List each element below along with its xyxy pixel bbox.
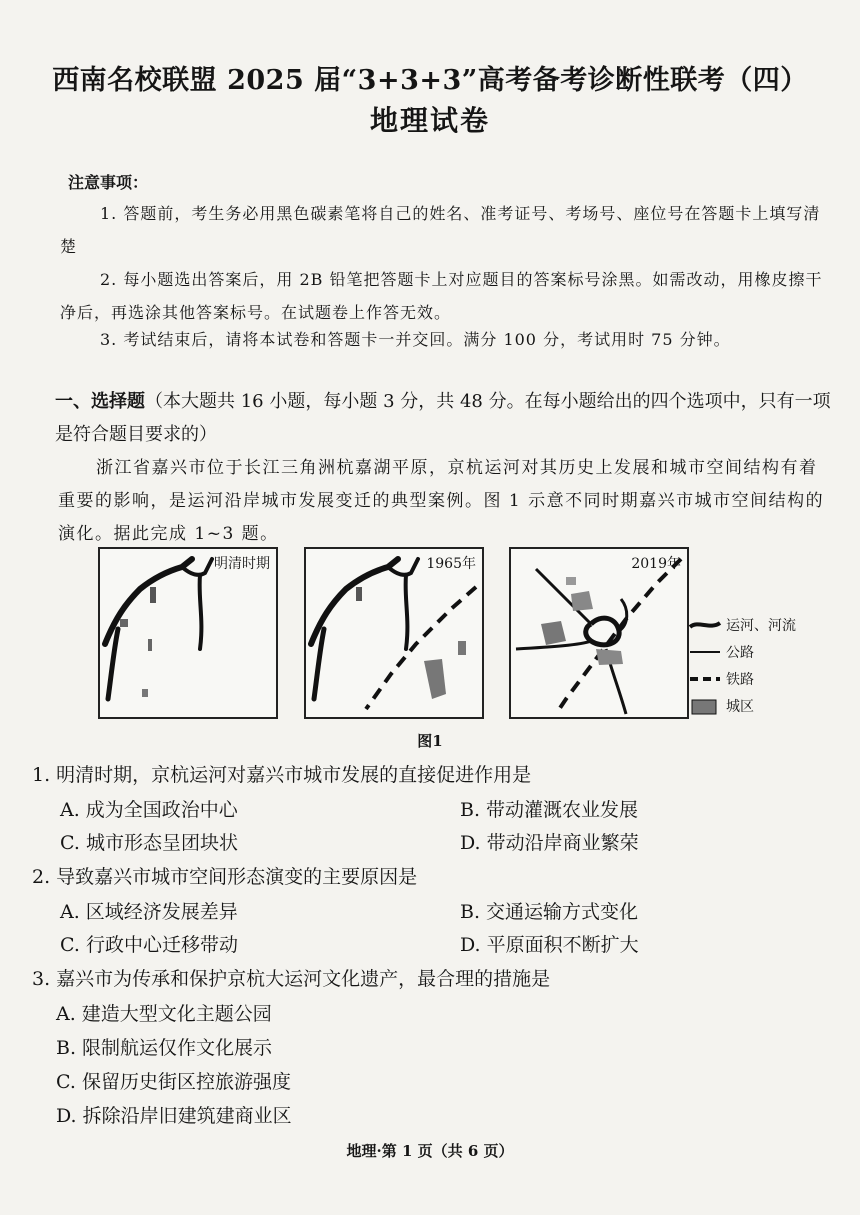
intro-paragraph: 浙江省嘉兴市位于长江三角洲杭嘉湖平原，京杭运河对其历史上发展和城市空间结构有着重要的影响，是运河沿岸城市发展变迁的典型案例。图 1 示意不同时期嘉兴市城市空间结构的演化。据此完成 1~3 题。 <box>58 458 825 544</box>
question-1-stem: 1. 明清时期，京杭运河对嘉兴市城市发展的直接促进作用是 <box>32 764 532 786</box>
legend-label-railway: 铁路 <box>726 672 754 688</box>
exam-subject-title: 地理试卷 <box>369 104 490 137</box>
question-2-option-a: A. 区域经济发展差异 <box>60 901 238 923</box>
legend-item-road <box>688 642 818 669</box>
question-3-option-c: C. 保留历史街区控旅游强度 <box>56 1071 291 1093</box>
section-header <box>55 385 835 451</box>
note-item-3: 3. 考试结束后，请将本试卷和答题卡一并交回。满分 100 分，考试用时 75 分钟。 <box>100 330 731 349</box>
note-item-1: 1. 答题前，考生务必用黑色碳素笔将自己的姓名、准考证号、考场号、座位号在答题卡上填写清楚 <box>60 204 821 256</box>
map-label-2019: 2019年 <box>631 556 681 572</box>
question-1-option-d: D. 带动沿岸商业繁荣 <box>460 832 639 854</box>
question-2-option-d: D. 平原面积不断扩大 <box>460 934 639 956</box>
question-3-option-a: A. 建造大型文化主题公园 <box>56 1003 272 1025</box>
legend-label-river: 运河、河流 <box>726 618 796 634</box>
question-2-stem: 2. 导致嘉兴市城市空间形态演变的主要原因是 <box>32 866 418 888</box>
map-legend <box>688 615 818 723</box>
question-2-option-b: B. 交通运输方式变化 <box>460 901 639 923</box>
map-2019 <box>509 547 689 719</box>
question-3-option-b: B. 限制航运仅作文化展示 <box>56 1037 273 1059</box>
railway-line-icon <box>688 672 722 686</box>
section-description: （本大题共 16 小题，每小题 3 分，共 48 分。在每小题给出的四个选项中，只有一项是符合题目要求的） <box>55 391 831 445</box>
page-footer: 地理·第 1 页（共 6 页） <box>346 1142 514 1160</box>
map-1965 <box>304 547 484 719</box>
question-2-option-c: C. 行政中心迁移带动 <box>60 934 238 956</box>
legend-item-urban <box>688 696 818 723</box>
legend-item-railway <box>688 669 818 696</box>
river-line-icon <box>688 618 722 632</box>
map-2019-drawing <box>511 549 687 717</box>
map-1965-drawing <box>306 549 482 717</box>
road-line-icon <box>688 645 722 659</box>
question-1-option-b: B. 带动灌溉农业发展 <box>460 799 639 821</box>
note-item-2: 2. 每小题选出答案后，用 2B 铅笔把答题卡上对应题目的答案标号涂黑。如需改动，用橡皮擦干净后，再选涂其他答案标号。在试题卷上作答无效。 <box>60 270 823 322</box>
map-ming-qing-drawing <box>100 549 276 717</box>
map-label-ming-qing: 明清时期 <box>214 556 270 572</box>
notes-heading: 注意事项： <box>68 173 149 192</box>
exam-title: 西南名校联盟 2025 届“3+3+3”高考备考诊断性联考（四） <box>52 65 808 96</box>
legend-label-urban: 城区 <box>726 699 754 715</box>
legend-label-road: 公路 <box>726 645 754 661</box>
question-3-stem: 3. 嘉兴市为传承和保护京杭大运河文化遗产，最合理的措施是 <box>32 968 551 990</box>
urban-area-icon <box>688 699 722 715</box>
question-1-option-a: A. 成为全国政治中心 <box>60 799 238 821</box>
legend-item-river <box>688 615 818 642</box>
section-label: 一、选择题 <box>55 391 145 412</box>
figure-caption: 图1 <box>417 732 443 750</box>
question-3-option-d: D. 拆除沿岸旧建筑建商业区 <box>56 1105 292 1127</box>
map-label-1965: 1965年 <box>426 556 476 572</box>
question-1-option-c: C. 城市形态呈团块状 <box>60 832 238 854</box>
map-ming-qing <box>98 547 278 719</box>
